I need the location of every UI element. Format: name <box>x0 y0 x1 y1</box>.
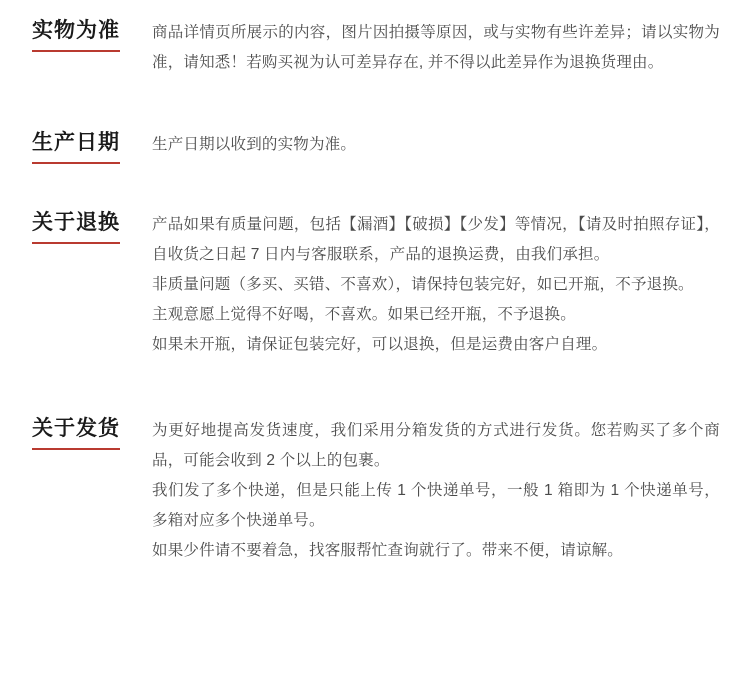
section-body-guanyu-fahuo <box>152 412 720 566</box>
paragraph: 为更好地提高发货速度，我们采用分箱发货的方式进行发货。您若购买了多个商品，可能会收到 2 个以上的包裹。 <box>152 422 720 469</box>
section-heading: 关于退换 <box>32 208 120 244</box>
section-heading: 生产日期 <box>32 128 120 164</box>
section-label-guanyu-tuihuan <box>32 206 152 244</box>
section-body-shiwu-weizhun <box>152 14 720 78</box>
section-guanyu-tuihuan <box>32 206 720 360</box>
section-heading: 实物为准 <box>32 16 120 52</box>
section-label-shengchan-riqi <box>32 126 152 164</box>
paragraph: 非质量问题（多买、买错、不喜欢），请保持包装完好，如已开瓶，不予退换。 <box>152 276 694 293</box>
section-body-guanyu-tuihuan <box>152 206 720 360</box>
paragraph: 我们发了多个快递，但是只能上传 1 个快递单号，一般 1 箱即为 1 个快递单号，多箱对应多个快递单号。 <box>152 482 720 529</box>
section-label-shiwu-weizhun <box>32 14 152 52</box>
paragraph: 商品详情页所展示的内容，图片因拍摄等原因，或与实物有些许差异；请以实物为准，请知悉！若购买视为认可差异存在, 并不得以此差异作为退换货理由。 <box>152 24 720 71</box>
paragraph: 主观意愿上觉得不好喝，不喜欢。如果已经开瓶，不予退换。 <box>152 306 576 323</box>
paragraph: 生产日期以收到的实物为准。 <box>152 136 357 153</box>
section-guanyu-fahuo <box>32 412 720 566</box>
paragraph: 如果少件请不要着急，找客服帮忙查询就行了。带来不便，请谅解。 <box>152 542 624 559</box>
section-label-guanyu-fahuo <box>32 412 152 450</box>
section-heading: 关于发货 <box>32 414 120 450</box>
paragraph: 产品如果有质量问题，包括【漏酒】【破损】【少发】等情况，【请及时拍照存证】，自收货之日起 7 日内与客服联系，产品的退换运费，由我们承担。 <box>152 216 720 263</box>
section-body-shengchan-riqi <box>152 126 720 160</box>
paragraph: 如果未开瓶，请保证包装完好，可以退换，但是运费由客户自理。 <box>152 336 608 353</box>
section-shengchan-riqi <box>32 126 720 164</box>
section-shiwu-weizhun <box>32 14 720 78</box>
